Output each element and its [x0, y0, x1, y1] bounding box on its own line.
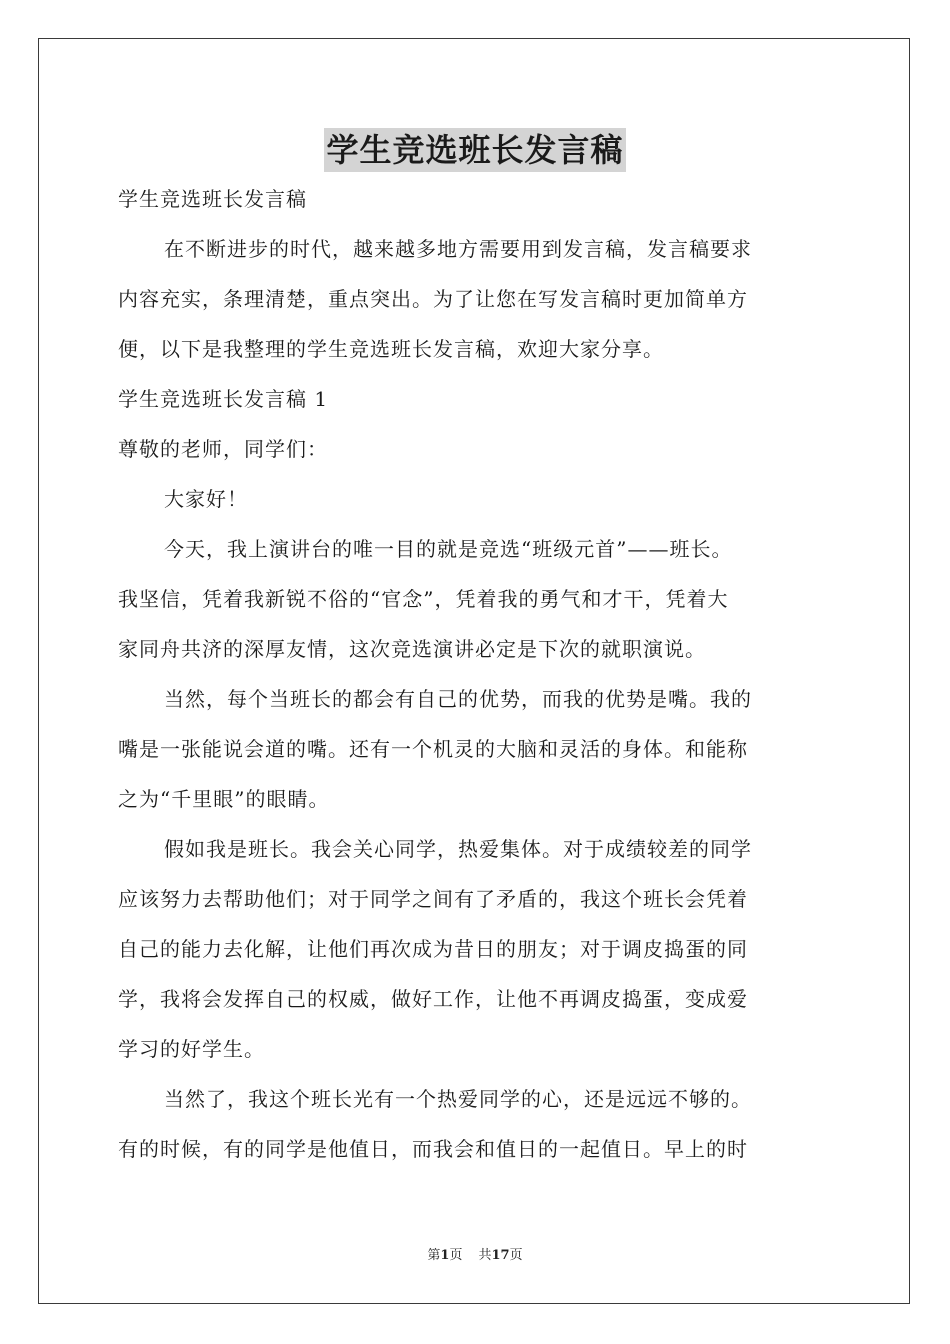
document-title-text: 学生竞选班长发言稿	[324, 128, 625, 172]
page-label-prefix: 第	[427, 1248, 441, 1263]
text-line: 在不断进步的时代，越来越多地方需要用到发言稿，发言稿要求	[164, 237, 752, 261]
text-line: 学，我将会发挥自己的权威，做好工作，让他不再调皮捣蛋，变成爱	[118, 987, 748, 1011]
text-line: 大家好！	[164, 487, 248, 511]
document-title	[0, 128, 950, 172]
text-line: 当然了，我这个班长光有一个热爱同学的心，还是远远不够的。	[164, 1087, 752, 1111]
text-line: 学习的好学生。	[118, 1037, 265, 1061]
text-line: 假如我是班长。我会关心同学，热爱集体。对于成绩较差的同学	[164, 837, 752, 861]
text-line: 学生竞选班长发言稿 1	[118, 387, 329, 411]
text-line: 内容充实，条理清楚，重点突出。为了让您在写发言稿时更加简单方	[118, 287, 748, 311]
text-line: 便，以下是我整理的学生竞选班长发言稿，欢迎大家分享。	[118, 337, 664, 361]
total-label-suffix: 页	[509, 1248, 523, 1263]
text-line: 家同舟共济的深厚友情，这次竞选演讲必定是下次的就职演说。	[118, 637, 706, 661]
text-line: 尊敬的老师，同学们：	[118, 437, 328, 461]
page-number: 1	[440, 1248, 450, 1263]
text-line: 自己的能力去化解，让他们再次成为昔日的朋友；对于调皮捣蛋的同	[118, 937, 748, 961]
total-pages: 17	[491, 1248, 510, 1263]
text-line: 有的时候，有的同学是他值日，而我会和值日的一起值日。早上的时	[118, 1137, 748, 1161]
document-body	[118, 174, 834, 1174]
text-line: 之为“千里眼”的眼睛。	[118, 787, 330, 811]
text-line: 我坚信，凭着我新锐不俗的“官念”，凭着我的勇气和才干，凭着大	[118, 587, 729, 611]
page-footer	[0, 1246, 950, 1266]
text-line: 当然，每个当班长的都会有自己的优势，而我的优势是嘴。我的	[164, 687, 752, 711]
text-line: 学生竞选班长发言稿	[118, 187, 307, 211]
text-line: 嘴是一张能说会道的嘴。还有一个机灵的大脑和灵活的身体。和能称	[118, 737, 748, 761]
total-label-prefix: 共	[478, 1248, 492, 1263]
text-line: 今天，我上演讲台的唯一目的就是竞选“班级元首”——班长。	[164, 537, 733, 561]
text-line: 应该努力去帮助他们；对于同学之间有了矛盾的，我这个班长会凭着	[118, 887, 748, 911]
page-label-suffix: 页	[449, 1248, 463, 1263]
